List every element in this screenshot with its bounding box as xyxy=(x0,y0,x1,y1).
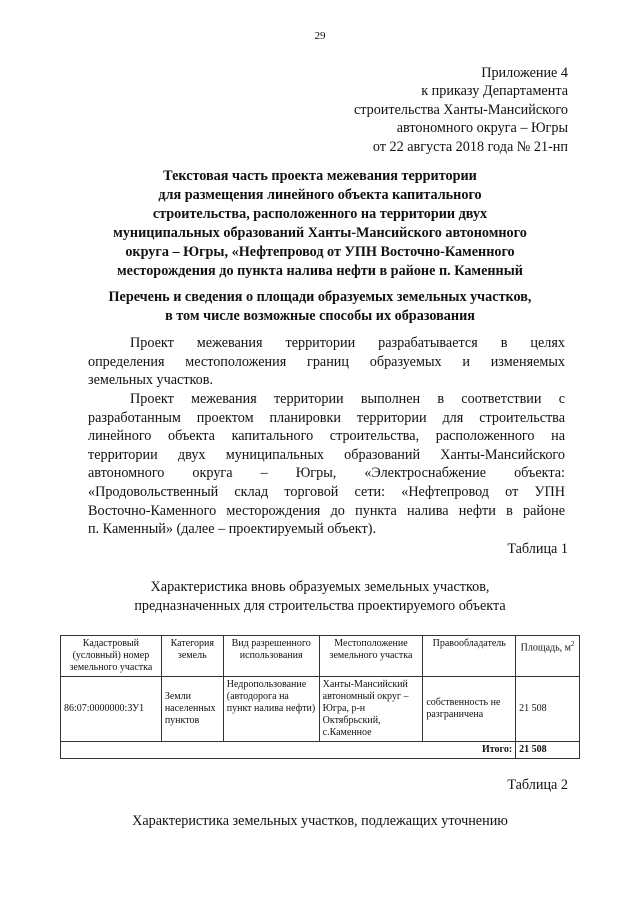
header-cadastral: Кадастровый (условный) номер земельного участка xyxy=(61,636,162,677)
paragraph-line: земельных участков. xyxy=(88,372,214,389)
cell-owner: собственность не разграничена xyxy=(423,677,516,742)
subtitle-line: Перечень и сведения о площади образуемых земельных участков, xyxy=(108,289,532,305)
paragraph-line: «Продовольственный склад торговой сети: «Нефтепровод от УПН xyxy=(88,483,565,500)
paragraph-line: разработанным проектом планировки территории для строительства xyxy=(88,409,565,426)
paragraph-line: п. Каменный» (далее – проектируемый объект). xyxy=(88,521,376,538)
subtitle-line: в том числе возможные способы их образования xyxy=(165,308,475,324)
paragraph-line: Проект межевания территории разрабатывается в целях xyxy=(130,335,565,351)
caption-line: Характеристика вновь образуемых земельных участков, xyxy=(150,579,490,595)
paragraph-line: Проект межевания территории выполнен в соответствии с xyxy=(130,391,565,407)
header-location: Местоположение земельного участка xyxy=(319,636,423,677)
header-use: Вид разрешенного использования xyxy=(223,636,319,677)
total-value: 21 508 xyxy=(516,742,580,759)
paragraph-line: автономного округа – Югры, «Электроснабжение объекта: xyxy=(88,465,565,482)
title-line: Текстовая часть проекта межевания территории xyxy=(163,168,477,184)
title-line: округа – Югры, «Нефтепровод от УПН Восточно-Каменного xyxy=(125,244,515,260)
table-row xyxy=(61,677,580,742)
paragraph-line: Восточно-Каменного месторождения до пункта налива нефти в районе xyxy=(88,502,565,519)
cell-category: Земли населенных пунктов xyxy=(161,677,223,742)
header-area-sup: 2 xyxy=(570,640,575,648)
appendix-line: автономного округа – Югры xyxy=(396,120,568,137)
paragraph-2 xyxy=(88,390,565,539)
title-line: месторождения до пункта налива нефти в районе п. Каменный xyxy=(117,263,523,279)
paragraph-1 xyxy=(88,334,565,390)
appendix-line: Приложение 4 xyxy=(481,65,568,81)
paragraph-line: территории двух муниципальных образований Ханты-Мансийского xyxy=(88,446,565,463)
paragraph-line: определения местоположения границ образуемых и изменяемых xyxy=(88,353,565,370)
table1-caption xyxy=(70,578,570,615)
header-owner: Правообладатель xyxy=(423,636,516,677)
document-title xyxy=(70,167,570,281)
table2-caption: Характеристика земельных участков, подлежащих уточнению xyxy=(132,813,508,829)
header-area xyxy=(516,636,580,677)
appendix-line: строительства Ханты-Мансийского xyxy=(353,101,568,118)
header-category: Категория земель xyxy=(161,636,223,677)
land-plots-table xyxy=(60,635,580,759)
table2-label: Таблица 2 xyxy=(507,777,568,793)
table-header-row xyxy=(61,636,580,677)
header-area-text: Площадь, м xyxy=(520,642,571,654)
appendix-header xyxy=(354,64,568,156)
cell-location: Ханты-Мансийский автономный округ – Югра, р-н Октябрьский, с.Каменное xyxy=(319,677,423,742)
caption-line: предназначенных для строительства проектируемого объекта xyxy=(134,597,506,614)
total-label: Итого: xyxy=(61,742,516,759)
cell-area: 21 508 xyxy=(516,677,580,742)
table1-label: Таблица 1 xyxy=(507,541,568,557)
paragraph-line: линейного объекта капитального строительства, расположенного на xyxy=(88,428,565,445)
cell-use: Недропользование (автодорога на пункт налива нефти) xyxy=(223,677,319,742)
table-total-row xyxy=(61,742,580,759)
appendix-line: от 22 августа 2018 года № 21-нп xyxy=(372,138,568,155)
section-subtitle xyxy=(70,288,570,326)
title-line: строительства, расположенного на территории двух xyxy=(152,206,488,222)
page-number: 29 xyxy=(314,30,326,42)
cell-cadastral: 86:07:0000000:ЗУ1 xyxy=(61,677,162,742)
title-line: для размещения линейного объекта капитального xyxy=(158,187,482,203)
title-line: муниципальных образований Ханты-Мансийского автономного xyxy=(113,225,527,241)
appendix-line: к приказу Департамента xyxy=(421,83,568,100)
